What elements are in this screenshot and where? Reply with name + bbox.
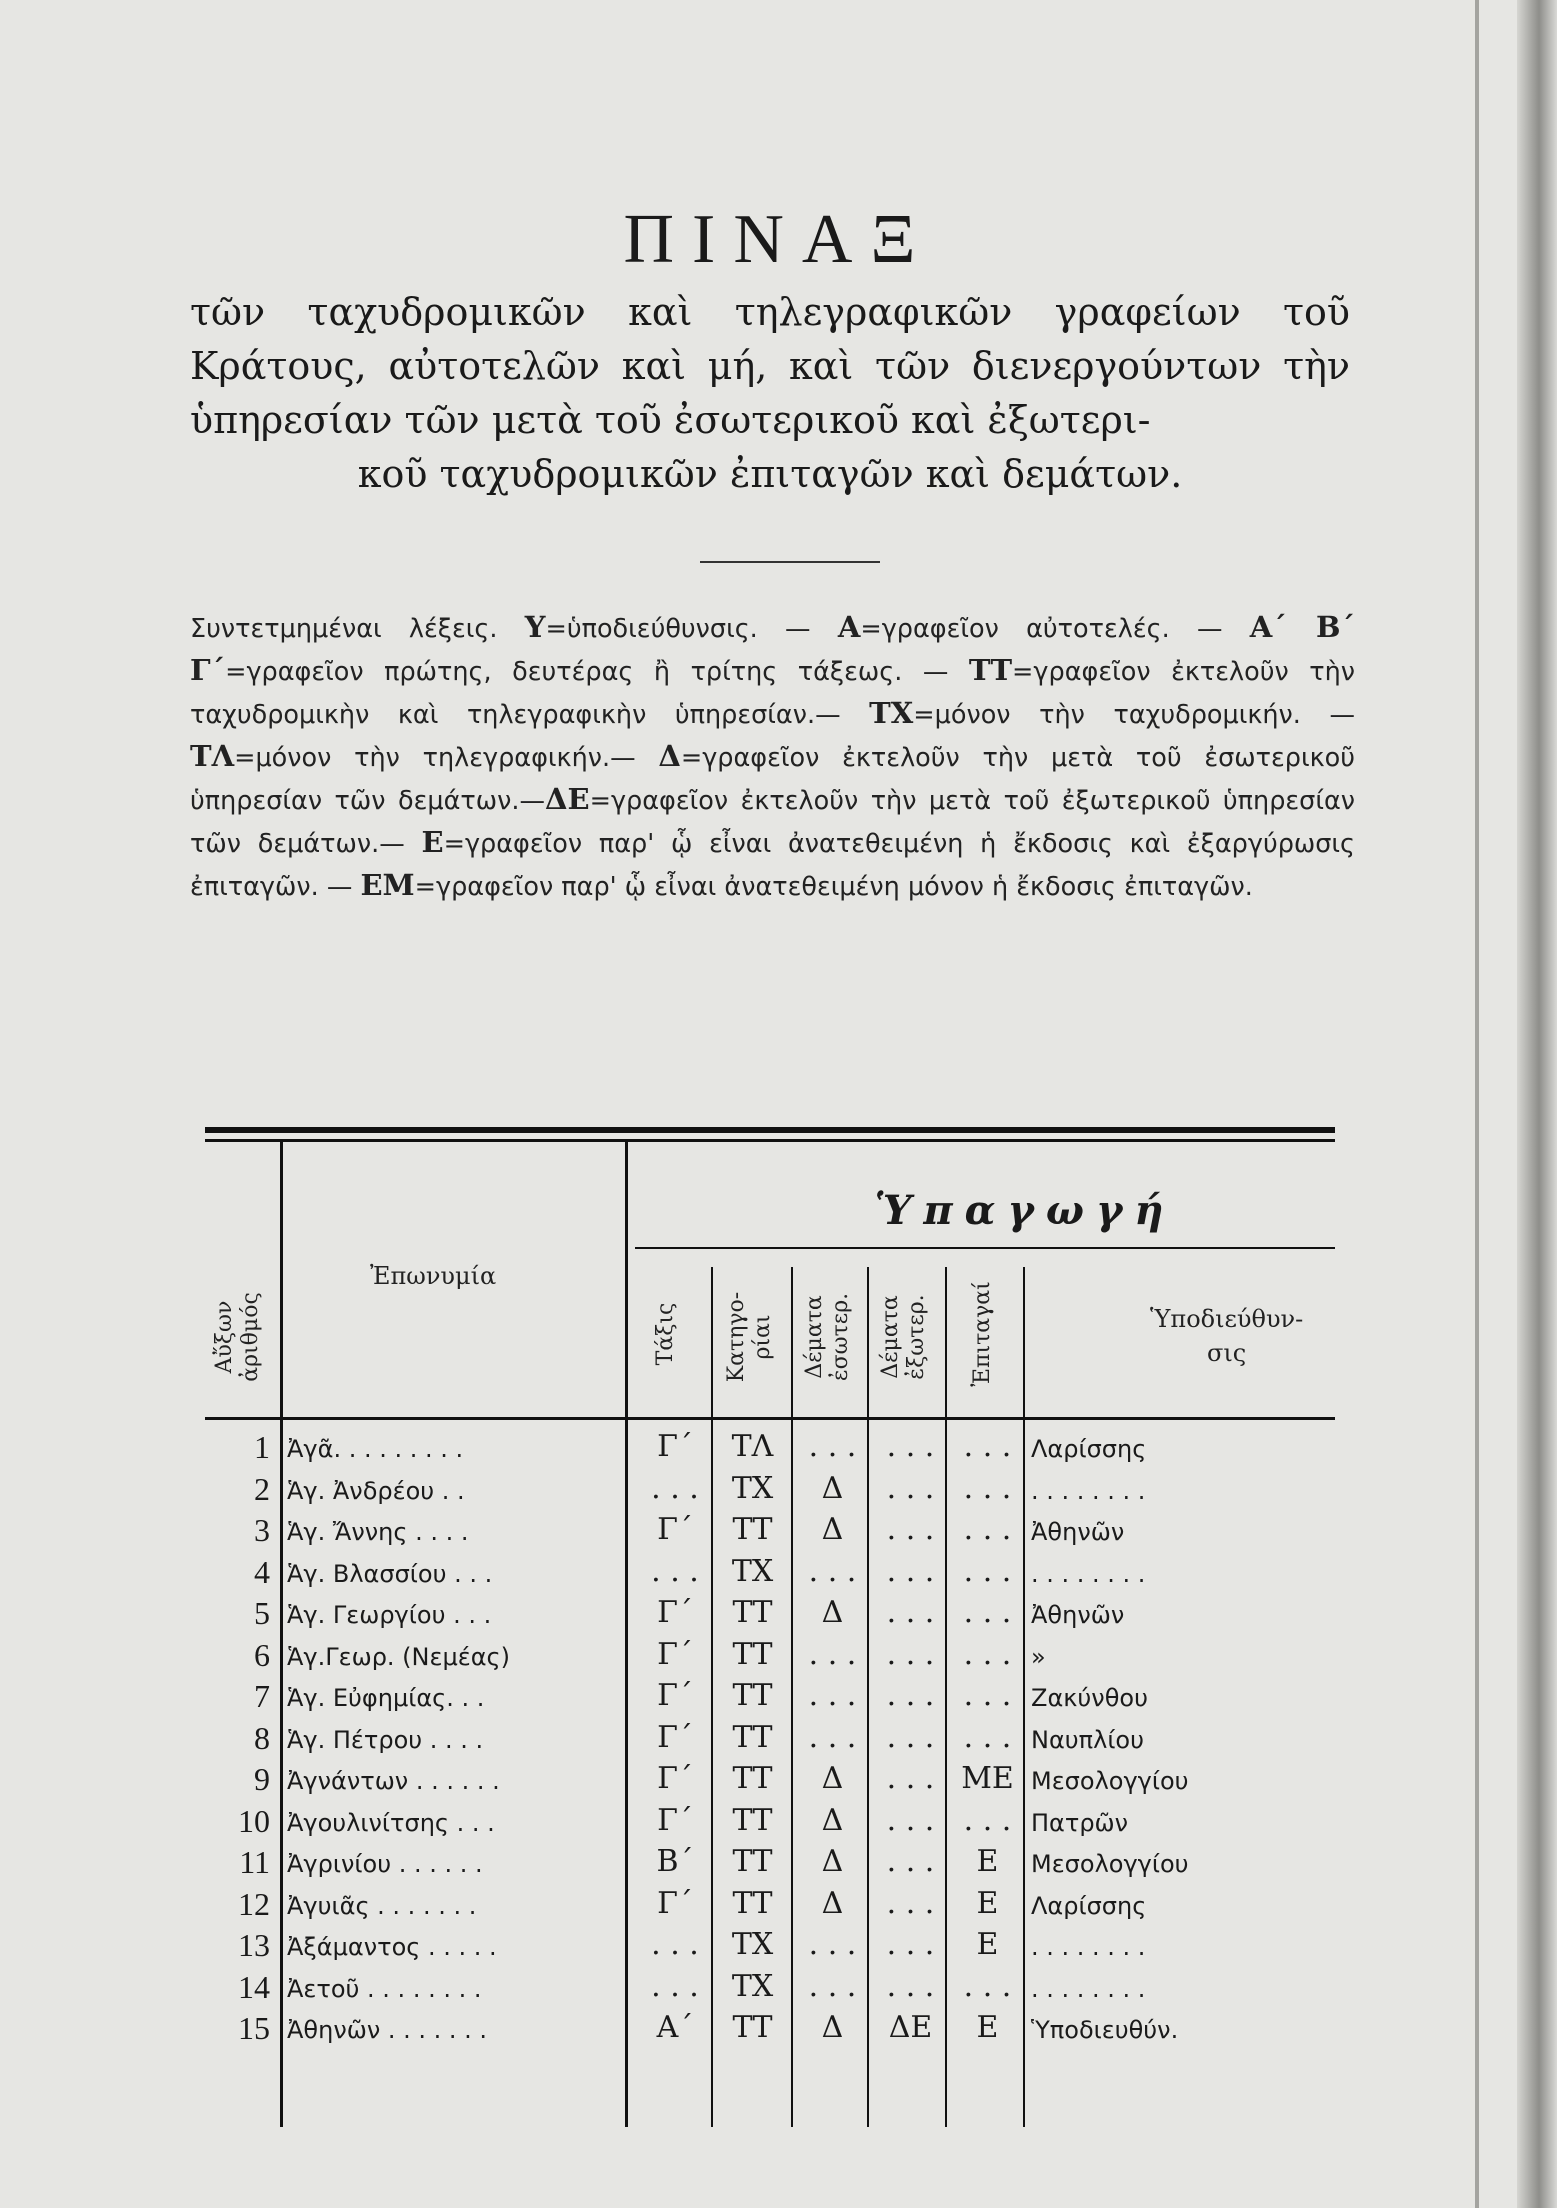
office-category: ΤΤ <box>732 1802 773 1838</box>
subdirectorate: . . . . . . . . <box>1031 1559 1146 1588</box>
subtitle-line: κοῦ ταχυδρομικῶν ἐπιταγῶν καὶ δεμάτων. <box>357 452 1183 496</box>
page-title: ΠΙΝΑΞ <box>623 201 934 278</box>
foreign-parcels: ΔΕ <box>888 2010 933 2045</box>
subtitle-line: Κράτους, αὐτοτελῶν καὶ μή, καὶ τῶν διενεργούντων <box>190 344 1262 388</box>
subdirectorate: Ζακύνθου <box>1031 1684 1148 1712</box>
domestic-parcels: . . . <box>808 1927 857 1962</box>
money-orders: . . . <box>963 1512 1012 1547</box>
legend-text: =μόνον τὴν ταχυδρομικήν. — <box>913 700 1355 730</box>
table-row <box>205 1676 1335 1717</box>
foreign-parcels: . . . <box>886 1761 935 1796</box>
col-header-name: Ἐπωνυμία <box>370 1262 497 1290</box>
row-number: 6 <box>254 1636 270 1673</box>
legend-text: Συντετμημέναι λέξεις. <box>190 614 525 644</box>
office-class: Γ΄ <box>657 1761 693 1796</box>
money-orders: Ε <box>976 1885 999 1921</box>
office-class: . . . <box>651 1470 699 1506</box>
money-orders: Ε <box>976 2010 999 2045</box>
subtitle <box>190 285 1350 501</box>
legend-text: =γραφεῖον παρ' ᾧ εἶναι ἀνατεθειμένη ἡ ἔκδοσις καὶ ἐξαργύρωσις ἐπιταγῶν. — <box>190 829 1356 902</box>
table-row <box>205 1884 1335 1925</box>
legend-text: =γραφεῖον ἐκτελοῦν τὴν μετὰ τοῦ ἐξωτερικοῦ ὑπηρεσίαν τῶν δεμάτων.— <box>190 786 1356 859</box>
table-row <box>205 1510 1335 1551</box>
foreign-parcels: . . . <box>886 1719 935 1755</box>
money-orders: . . . <box>963 1678 1012 1713</box>
office-class: Γ΄ <box>657 1595 693 1630</box>
col-header-number: Αὔξων ἀριθμός <box>212 1292 263 1382</box>
money-orders: . . . <box>963 1553 1012 1589</box>
legend-text: =γραφεῖον ἐκτελοῦν τὴν ταχυδρομικὴν καὶ τηλεγραφικὴν ὑπηρεσίαν.— <box>190 657 1356 730</box>
col-header-money-orders: Ἐπιταγαί <box>970 1281 995 1387</box>
office-category: ΤΧ <box>731 1968 774 2004</box>
office-name: Ἀγυιᾶς . . . . . . . <box>287 1891 477 1920</box>
subdirectorate: Ἀθηνῶν <box>1031 1518 1125 1546</box>
domestic-parcels: Δ <box>821 2010 844 2045</box>
col-header-taxis: Τάξις <box>653 1302 678 1366</box>
money-orders: . . . <box>963 1968 1012 2004</box>
domestic-parcels: . . . <box>808 1719 857 1755</box>
subdirectorate: Ἀθηνῶν <box>1031 1601 1125 1629</box>
legend-code: ΤΛ <box>190 739 235 773</box>
office-name: Ἀξάμαντος . . . . . <box>287 1933 497 1961</box>
domestic-parcels: Δ <box>821 1761 844 1796</box>
domestic-parcels: Δ <box>821 1595 844 1630</box>
office-category: ΤΤ <box>732 1636 773 1672</box>
office-category: ΤΤ <box>732 2010 773 2045</box>
row-number: 9 <box>254 1761 270 1797</box>
domestic-parcels: . . . <box>808 1429 857 1464</box>
subdirectorate: . . . . . . . . <box>1031 1933 1146 1961</box>
domestic-parcels: . . . <box>808 1968 857 2004</box>
table-row <box>205 1759 1335 1800</box>
domestic-parcels: . . . <box>808 1636 857 1672</box>
row-number: 12 <box>238 1885 270 1922</box>
office-class: . . . <box>651 1927 699 1962</box>
page-edge-shadow <box>1517 0 1557 2208</box>
table-row <box>205 1718 1335 1759</box>
foreign-parcels: . . . <box>886 1595 935 1630</box>
foreign-parcels: . . . <box>886 1512 935 1547</box>
office-class: Γ΄ <box>657 1636 693 1672</box>
row-number: 13 <box>238 1927 270 1963</box>
foreign-parcels: . . . <box>886 1636 935 1672</box>
subtitle-line: τὴν ὑπηρεσίαν τῶν μετὰ τοῦ ἐσωτερικοῦ καὶ ἐξωτερι- <box>190 344 1350 442</box>
legend-code: ΤΤ <box>968 653 1013 687</box>
subdirectorate: . . . . . . . . <box>1031 1974 1146 2003</box>
row-number: 15 <box>238 2010 270 2046</box>
money-orders: . . . <box>963 1636 1012 1672</box>
foreign-parcels: . . . <box>886 1927 935 1962</box>
row-number: 8 <box>254 1719 270 1756</box>
legend-code: Ε <box>421 825 444 859</box>
legend-text: =μόνον τὴν τηλεγραφικήν.— <box>234 743 659 773</box>
legend-text: =ὑποδιεύθυνσις. — <box>545 614 838 644</box>
table-row <box>205 1842 1335 1883</box>
office-category: ΤΤ <box>732 1885 773 1921</box>
foreign-parcels: . . . <box>886 1470 935 1506</box>
domestic-parcels: . . . <box>808 1553 857 1589</box>
money-orders: . . . <box>963 1429 1012 1464</box>
separator-rule <box>700 561 880 563</box>
page-edge-line <box>1475 0 1479 2208</box>
subdirectorate: Λαρίσσης <box>1031 1435 1147 1463</box>
col-header-categories: Κατηγο- ρίαι <box>724 1291 775 1383</box>
table-top-rule-thin <box>205 1139 1335 1142</box>
legend-code: Δ <box>658 739 681 773</box>
legend-code: Α΄ Β΄ Γ΄ <box>190 610 1355 687</box>
domestic-parcels: Δ <box>821 1844 844 1879</box>
office-category: ΤΤ <box>732 1719 773 1755</box>
legend-code: Α <box>837 610 861 644</box>
table-row <box>205 1967 1335 2008</box>
subdirectorate: Λαρίσσης <box>1031 1891 1147 1920</box>
subdirectorate: » <box>1031 1642 1046 1671</box>
office-category: ΤΧ <box>731 1470 774 1506</box>
legend-code: ΕΜ <box>360 868 415 902</box>
legend-text: =γραφεῖον πρώτης, δευτέρας ἢ τρίτης τάξεως. — <box>225 657 969 687</box>
col-header-subdirectorate: Ὑποδιεύθυν- σις <box>1150 1305 1304 1367</box>
office-name: Ἁγ. Ἀνδρέου . . <box>287 1476 465 1505</box>
office-name: Ἀετοῦ . . . . . . . . <box>287 1974 482 2003</box>
domestic-parcels: Δ <box>821 1470 844 1506</box>
subdirectorate: Ναυπλίου <box>1031 1725 1145 1754</box>
row-number: 2 <box>254 1470 270 1507</box>
subdirectorate: Πατρῶν <box>1031 1808 1129 1837</box>
row-number: 4 <box>254 1553 270 1590</box>
money-orders: . . . <box>963 1802 1012 1838</box>
office-class: . . . <box>651 1553 699 1589</box>
office-class: Γ΄ <box>657 1802 693 1838</box>
office-category: ΤΤ <box>732 1595 773 1630</box>
legend-text: =γραφεῖον ἐκτελοῦν τὴν μετὰ τοῦ ἐσωτερικοῦ ὑπηρεσίαν τῶν δεμάτων.— <box>190 743 1355 816</box>
domestic-parcels: Δ <box>821 1512 844 1547</box>
office-class: Β΄ <box>656 1844 694 1879</box>
row-number: 11 <box>239 1844 270 1880</box>
office-category: ΤΤ <box>732 1678 773 1713</box>
table-top-rule <box>205 1127 1335 1133</box>
office-category: ΤΧ <box>731 1927 774 1962</box>
table-row <box>205 1635 1335 1676</box>
office-category: ΤΧ <box>731 1553 774 1589</box>
table-row <box>205 1925 1335 1966</box>
subdirectorate: Ὑποδιευθύν. <box>1031 2016 1179 2044</box>
subdirectorate: Μεσολογγίου <box>1031 1850 1189 1878</box>
office-name: Ἀγουλινίτσης . . . <box>287 1808 495 1837</box>
office-name: Ἁγ. Βλασσίου . . . <box>287 1559 493 1588</box>
office-class: Γ΄ <box>657 1719 693 1755</box>
office-category: ΤΛ <box>731 1429 774 1464</box>
table-row <box>205 1593 1335 1634</box>
table-row <box>205 1469 1335 1510</box>
legend-code: ΔΕ <box>544 782 590 816</box>
foreign-parcels: . . . <box>886 1678 935 1713</box>
office-class: Γ΄ <box>657 1885 693 1921</box>
table-row <box>205 1801 1335 1842</box>
col-header-parcels-domestic: Δέματα ἐσωτερ. <box>802 1292 853 1382</box>
row-number: 3 <box>254 1512 270 1548</box>
row-number: 5 <box>254 1595 270 1631</box>
domestic-parcels: Δ <box>821 1885 844 1921</box>
office-class: Γ΄ <box>657 1429 693 1464</box>
group-header: Ὑπαγωγή <box>874 1187 1176 1234</box>
domestic-parcels: . . . <box>808 1678 857 1713</box>
foreign-parcels: . . . <box>886 1802 935 1838</box>
foreign-parcels: . . . <box>886 1553 935 1589</box>
office-name: Ἁγ. Γεωργίου . . . <box>287 1601 492 1629</box>
office-class: Γ΄ <box>657 1512 693 1547</box>
table-row <box>205 2008 1335 2049</box>
legend-code: Υ <box>524 610 546 644</box>
legend-text: =γραφεῖον παρ' ᾧ εἶναι ἀνατεθειμένη μόνον ἡ ἔκδοσις ἐπιταγῶν. <box>414 872 1253 902</box>
money-orders: ΜΕ <box>961 1761 1014 1796</box>
office-name: Ἁγ. Πέτρου . . . . <box>287 1725 484 1754</box>
abbreviations-legend <box>190 607 1355 908</box>
subdirectorate: Μεσολογγίου <box>1031 1767 1189 1795</box>
subdirectorate: . . . . . . . . <box>1031 1476 1146 1505</box>
office-name: Ἁγ.Γεωρ. (Νεμέας) <box>287 1642 510 1671</box>
money-orders: . . . <box>963 1470 1012 1506</box>
header-bottom-rule <box>205 1417 1335 1420</box>
foreign-parcels: . . . <box>886 1429 935 1464</box>
row-number: 14 <box>238 1968 270 2005</box>
table-row <box>205 1552 1335 1593</box>
office-name: Ἀθηνῶν . . . . . . . <box>287 2016 488 2044</box>
row-number: 1 <box>254 1429 270 1465</box>
offices-table <box>205 1127 1335 2127</box>
office-category: ΤΤ <box>732 1844 773 1879</box>
group-underline <box>635 1247 1335 1249</box>
table-row <box>205 1427 1335 1468</box>
office-class: . . . <box>651 1968 699 2004</box>
office-category: ΤΤ <box>732 1512 773 1547</box>
foreign-parcels: . . . <box>886 1885 935 1921</box>
office-category: ΤΤ <box>732 1761 773 1796</box>
office-name: Ἀγᾶ. . . . . . . . . <box>287 1435 464 1463</box>
office-name: Ἁγ. Εὐφημίας. . . <box>287 1684 485 1712</box>
money-orders: Ε <box>976 1927 999 1962</box>
foreign-parcels: . . . <box>886 1968 935 2004</box>
subtitle-line: τῶν ταχυδρομικῶν καὶ τηλεγραφικῶν γραφείων τοῦ <box>190 290 1350 334</box>
row-number: 7 <box>254 1678 270 1714</box>
row-number: 10 <box>238 1802 270 1839</box>
money-orders: . . . <box>963 1595 1012 1630</box>
office-name: Ἀγνάντων . . . . . . <box>287 1767 500 1795</box>
money-orders: Ε <box>976 1844 999 1879</box>
col-header-parcels-foreign: Δέματα ἐξωτερ. <box>878 1294 929 1380</box>
office-class: Α΄ <box>656 2010 694 2045</box>
office-class: Γ΄ <box>657 1678 693 1713</box>
legend-code: ΤΧ <box>869 696 914 730</box>
legend-text: =γραφεῖον αὐτοτελές. — <box>860 614 1250 644</box>
office-name: Ἁγ. Ἄννης . . . . <box>287 1518 469 1546</box>
money-orders: . . . <box>963 1719 1012 1755</box>
foreign-parcels: . . . <box>886 1844 935 1879</box>
domestic-parcels: Δ <box>821 1802 844 1838</box>
office-name: Ἀγρινίου . . . . . . <box>287 1850 483 1878</box>
